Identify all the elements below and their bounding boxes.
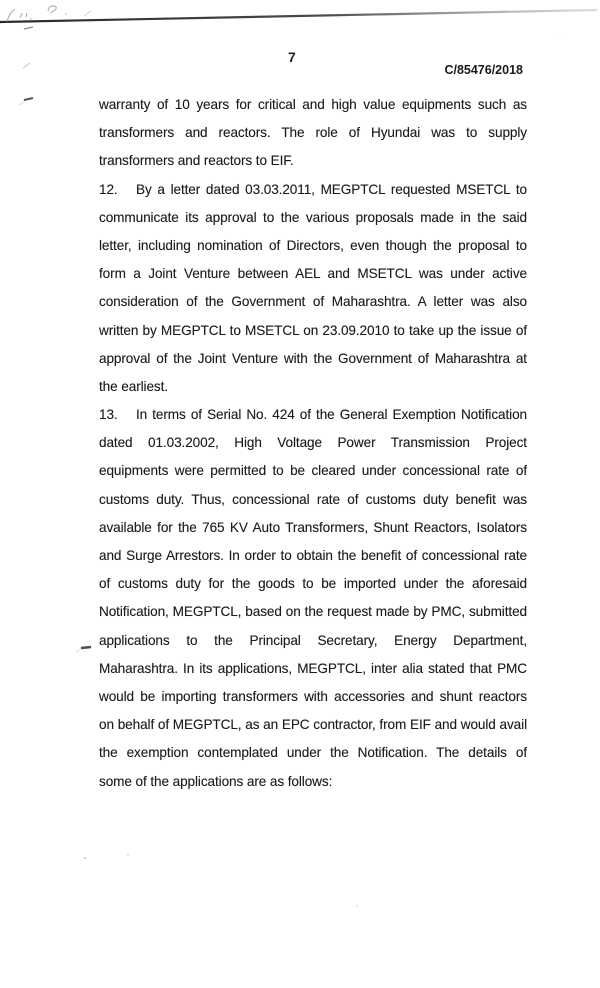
text-line: communicate its approval to the various proposals made in the said: [99, 209, 527, 225]
handwritten-scribbles: [7, 6, 91, 29]
text-line: of customs duty for the goods to be imported under the aforesaid: [99, 576, 527, 592]
text-line: form a Joint Venture between AEL and MSETCL was under active: [99, 266, 527, 282]
text-line: 12. By a letter dated 03.03.2011, MEGPTCL requested MSETCL to: [99, 176, 527, 204]
scan-edge-line: [0, 10, 597, 22]
text-line: on behalf of MEGPTCL, as an EPC contractor, from EIF and would avail: [99, 717, 527, 733]
page-number: 7: [288, 49, 296, 65]
text-line: Maharashtra. In its applications, MEGPTCL, inter alia stated that PMC: [99, 660, 527, 676]
text-line: dated 01.03.2002, High Voltage Power Transmission Project: [99, 435, 527, 451]
text-line: applications to the Principal Secretary, Energy Department,: [99, 632, 527, 648]
text-line: Notification, MEGPTCL, based on the request made by PMC, submitted: [99, 604, 527, 620]
text-line: would be importing transformers with accessories and shunt reactors: [99, 688, 527, 704]
text-line: transformers and reactors to EIF.: [99, 153, 294, 169]
text-line: warranty of 10 years for critical and high value equipments such as: [99, 97, 527, 112]
text-line: consideration of the Government of Maharashtra. A letter was also: [99, 294, 527, 310]
text-line: 13. In terms of Serial No. 424 of the General Exemption Notification: [99, 401, 527, 429]
text-line: and Surge Arrestors. In order to obtain the benefit of concessional rate: [99, 548, 527, 563]
case-reference: C/85476/2018: [444, 63, 523, 77]
margin-marks: [19, 63, 91, 652]
text-line: transformers and reactors. The role of Hyundai was to supply: [99, 125, 527, 141]
text-line: the exemption contemplated under the Notification. The details of: [99, 745, 527, 761]
document-body: [99, 91, 527, 796]
text-line: written by MEGPTCL to MSETCL on 23.09.2010 to take up the issue of: [99, 322, 527, 338]
paragraph-number: 13.: [99, 407, 118, 423]
text-line: some of the applications are as follows:: [99, 773, 333, 789]
text-line: approval of the Joint Venture with the Government of Maharashtra at: [99, 350, 527, 366]
text-line: letter, including nomination of Directors, even though the proposal to: [99, 237, 527, 253]
text-line: equipments were permitted to be cleared under concessional rate of: [99, 463, 527, 479]
text-line: the earliest.: [99, 378, 168, 394]
text-line: customs duty. Thus, concessional rate of customs duty benefit was: [99, 491, 527, 507]
text-line: available for the 765 KV Auto Transformers, Shunt Reactors, Isolators: [99, 519, 527, 535]
paragraph-number: 12.: [99, 181, 118, 197]
